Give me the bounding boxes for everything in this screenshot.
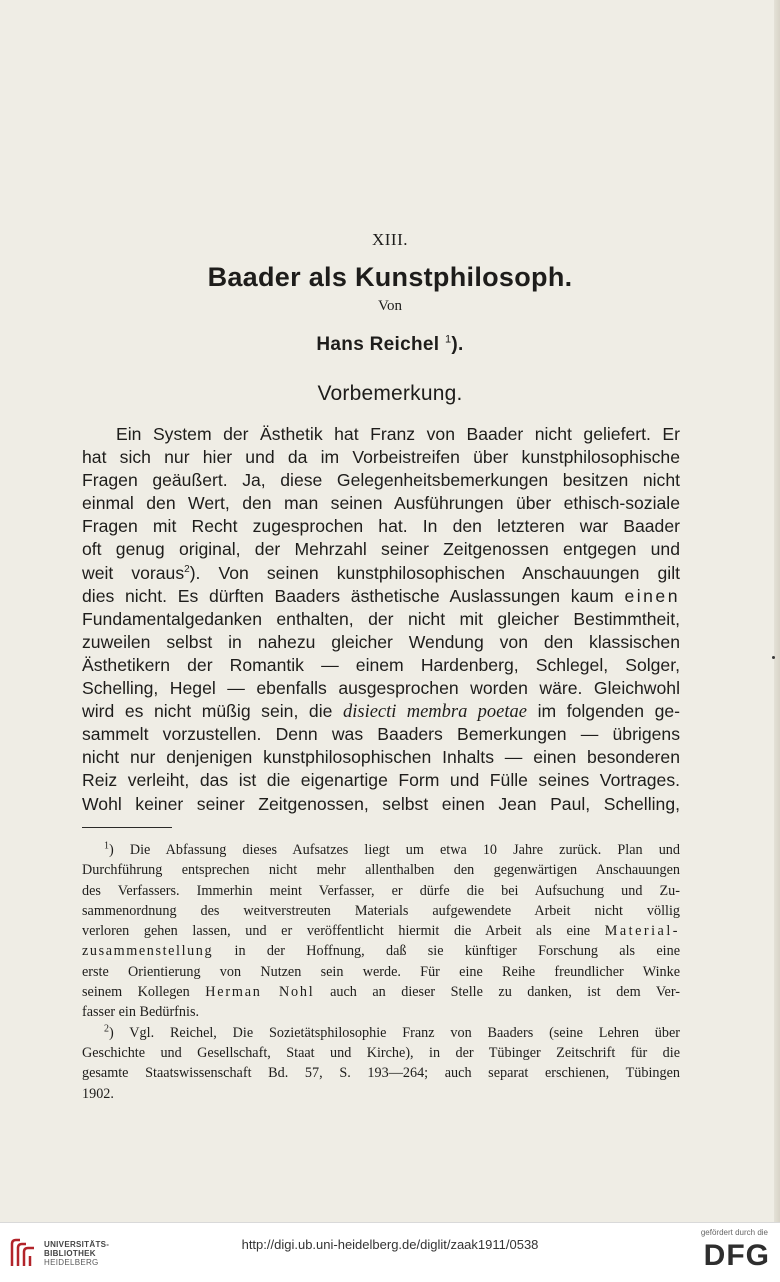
body-text-fragment: wird es nicht müßig sein, die xyxy=(82,701,333,722)
body-line: hat sich nur hier und da im Vorbeistreifen über kunstphilosophische xyxy=(82,447,680,468)
body-paragraph xyxy=(82,423,680,816)
body-text-fragment: ). Von seinen kunstphilosophischen Anschauungen gilt xyxy=(189,562,680,583)
body-line: einmal den Wert, den man seinen Ausführungen über ethisch-soziale xyxy=(82,493,680,514)
emphasized-name: Herman Nohl xyxy=(205,984,315,1001)
body-line: Fragen geäußert. Ja, diese Gelegenheitsbemerkungen besitzen nicht xyxy=(82,470,680,491)
body-line: Ästhetikern der Romantik — einem Hardenberg, Schlegel, Solger, xyxy=(82,654,680,675)
footnote-text: auch an dieser Stelle zu danken, ist dem Ver- xyxy=(330,984,680,1001)
footnote-line: sammenordnung des weitverstreuten Materials aufgewendete Arbeit nicht völlig xyxy=(82,902,680,919)
footnote-line: 1902. xyxy=(82,1085,114,1102)
library-name-line: UNIVERSITÄTS- xyxy=(44,1240,110,1249)
footnote-rule xyxy=(82,827,172,828)
body-line: oft genug original, der Mehrzahl seiner Zeitgenossen entgegen und xyxy=(82,539,680,560)
body-line: sammelt vorzustellen. Denn was Baaders Bemerkungen — übrigens xyxy=(82,724,680,745)
body-line: Fragen mit Recht zugesprochen hat. In den letzteren war Baader xyxy=(82,516,680,537)
footnote-2-mark: 2 xyxy=(104,1022,109,1034)
footnote-1 xyxy=(82,840,680,1023)
footnote-text: verloren gehen lassen, und er veröffentlicht hiermit die Arbeit als eine xyxy=(82,923,591,940)
footnote-2 xyxy=(82,1023,680,1104)
author-suffix: ). xyxy=(451,334,464,355)
footnote-line: Durchführung entsprechen nicht mehr allenthalben den gegenwärtigen Anschauungen xyxy=(82,862,680,879)
footnote-text: seinem Kollegen xyxy=(82,984,190,1001)
footnote-line xyxy=(82,840,680,860)
emphasized-word: Material- xyxy=(604,923,681,940)
footnote-1-mark: 1 xyxy=(104,840,109,852)
footnotes xyxy=(82,840,680,1104)
body-line: Schelling, Hegel — ebenfalls ausgesprochen worden wäre. Gleichwohl xyxy=(82,678,680,699)
section-heading: Vorbemerkung. xyxy=(317,382,463,405)
footnote-text: in der Hoffnung, daß sie künftiger Forschung als eine xyxy=(234,943,680,960)
body-line: nicht nur denjenigen kunstphilosophischen Inhalts — einen besonderen xyxy=(82,747,680,768)
footnote-line xyxy=(82,982,680,1002)
footnote-line: fasser ein Bedürfnis. xyxy=(82,1004,200,1021)
margin-speck xyxy=(772,656,775,659)
body-line: Wohl keiner seiner Zeitgenossen, selbst einen Jean Paul, Schelling, xyxy=(82,793,680,814)
footnote-line: des Verfassers. Immerhin meint Verfasser, er dürfe die bei Aufsuchung und Zu- xyxy=(82,882,680,899)
emphasized-word: einen xyxy=(624,585,680,606)
footnote-mark-2[interactable]: 2 xyxy=(184,563,190,575)
body-text-fragment: dies nicht. Es dürften Baaders ästhetische Auslassungen kaum xyxy=(82,585,614,606)
article-title: Baader als Kunstphilosoph. xyxy=(207,262,573,292)
body-line: Reiz verleiht, das ist die eigenartige Form und Fülle seines Vortrages. xyxy=(82,770,680,791)
body-line: zuweilen selbst in nahezu gleicher Wendung von den klassischen xyxy=(82,631,680,652)
body-line: Fundamentalgedanken enthalten, der nicht mit gleicher Bestimmtheit, xyxy=(82,608,680,629)
permalink-url[interactable]: http://digi.ub.uni-heidelberg.de/diglit/zaak1911/0538 xyxy=(241,1237,539,1252)
author-footnote-mark[interactable]: 1 xyxy=(444,333,452,346)
body-line xyxy=(82,562,680,585)
viewer-footer xyxy=(0,1222,780,1282)
chapter-number: XIII. xyxy=(371,230,408,249)
emphasized-word: zusammenstellung xyxy=(82,943,214,960)
body-text-fragment: im folgenden ge- xyxy=(537,701,680,722)
footnote-line: gesamte Staatswissenschaft Bd. 57, S. 193—264; auch separat erschienen, Tübingen xyxy=(82,1065,680,1082)
italic-quote: disiecti membra poetae xyxy=(342,702,527,723)
body-text-fragment: weit voraus xyxy=(82,562,185,583)
body-line xyxy=(82,700,680,723)
footnote-line xyxy=(82,921,680,941)
dfg-logo[interactable]: DFG xyxy=(703,1239,770,1272)
author-name xyxy=(0,334,780,356)
library-name-line: BIBLIOTHEK xyxy=(44,1249,96,1258)
footnote-line: erste Orientierung von Nutzen sein werde. Für eine Reihe freundlicher Winke xyxy=(82,963,680,980)
footnote-text: ) Die Abfassung dieses Aufsatzes liegt um etwa 10 Jahre zurück. Plan und xyxy=(109,842,680,858)
body-line: Ein System der Ästhetik hat Franz von Baader nicht geliefert. Er xyxy=(116,424,680,444)
author-text: Hans Reichel xyxy=(316,334,440,355)
footnote-line xyxy=(82,1023,680,1043)
byline: Von xyxy=(378,298,402,314)
footnote-line xyxy=(82,941,680,961)
footnote-text: ) Vgl. Reichel, Die Sozietätsphilosophie Franz von Baaders (seine Lehren über xyxy=(109,1024,680,1041)
footnote-line: Geschichte und Gesellschaft, Staat und Kirche), in der Tübinger Zeitschrift für die xyxy=(82,1044,680,1061)
library-name-line: HEIDELBERG xyxy=(44,1258,99,1267)
funding-caption: gefördert durch die xyxy=(700,1228,768,1237)
body-line xyxy=(82,585,680,608)
page-edge-shadow xyxy=(774,0,780,1222)
